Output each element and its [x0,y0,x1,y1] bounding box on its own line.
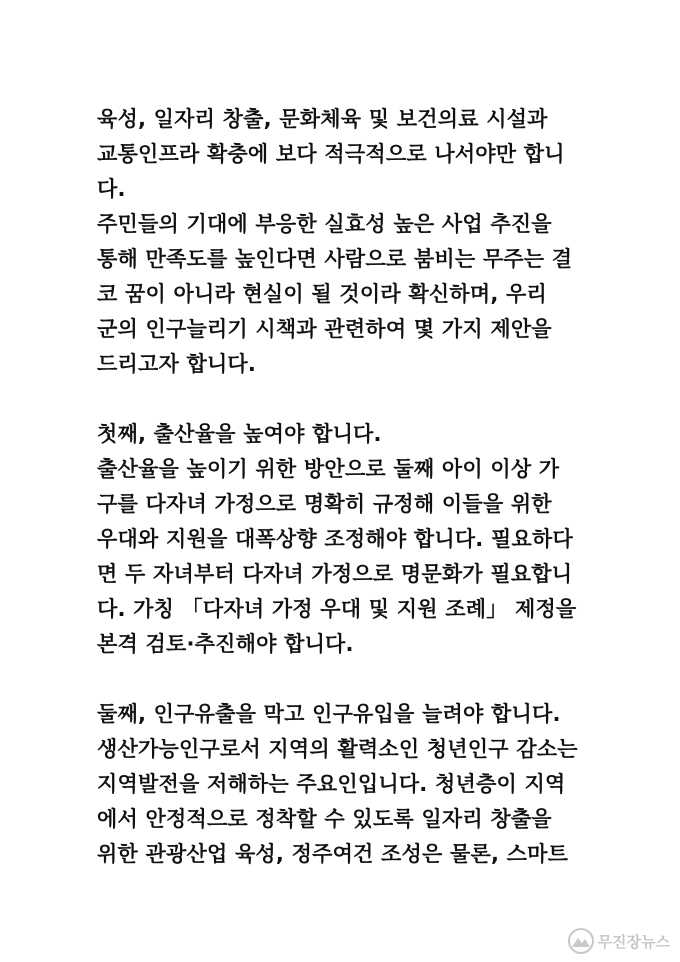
text-line: 통해 만족도를 높인다면 사람으로 붐비는 무주는 결 [97,247,573,271]
text-line: 군의 인구늘리기 시책과 관련하여 몇 가지 제안을 [97,317,552,341]
mountain-logo-icon [568,928,594,954]
text-line: 지역발전을 저해하는 주요인입니다. 청년층이 지역 [97,772,566,796]
paragraph-gap [97,382,597,417]
text-line: 본격 검토·추진해야 합니다. [97,632,354,656]
text-line: 드리고자 합니다. [97,352,257,376]
text-line: 생산가능인구로서 지역의 활력소인 청년인구 감소는 [97,737,578,761]
text-line: 위한 관광산업 육성, 정주여건 조성은 물론, 스마트 [97,842,569,866]
paragraph-1 [97,102,597,207]
text-line: 우대와 지원을 대폭상향 조정해야 합니다. 필요하다 [97,527,573,551]
text-line: 면 두 자녀부터 다자녀 가정으로 명문화가 필요합니 [97,562,573,586]
text-line: 교통인프라 확충에 보다 적극적으로 나서야만 합니 [97,142,565,166]
watermark [568,928,670,954]
text-line: 코 꿈이 아니라 현실이 될 것이라 확신하며, 우리 [97,282,547,306]
text-line: 다. [97,177,126,201]
text-line: 주민들의 기대에 부응한 실효성 높은 사업 추진을 [97,212,552,236]
paragraph-4 [97,697,597,872]
section-heading-first: 첫째, 출산율을 높여야 합니다. [97,422,382,446]
text-line: 출산율을 높이기 위한 방안으로 둘째 아이 이상 가 [97,457,560,481]
text-line: 다. 가칭 「다자녀 가정 우대 및 지원 조례」 제정을 [97,597,577,621]
paragraph-2 [97,207,597,382]
watermark-text: 무진장뉴스 [597,932,670,951]
paragraph-gap [97,662,597,697]
text-line: 에서 안정적으로 정착할 수 있도록 일자리 창출을 [97,807,552,831]
paragraph-3 [97,417,597,662]
section-heading-second: 둘째, 인구유출을 막고 인구유입을 늘려야 합니다. [97,702,561,726]
text-line: 구를 다자녀 가정으로 명확히 규정해 이들을 위한 [97,492,552,516]
text-line: 육성, 일자리 창출, 문화체육 및 보건의료 시설과 [97,107,548,131]
document-body [97,102,597,872]
